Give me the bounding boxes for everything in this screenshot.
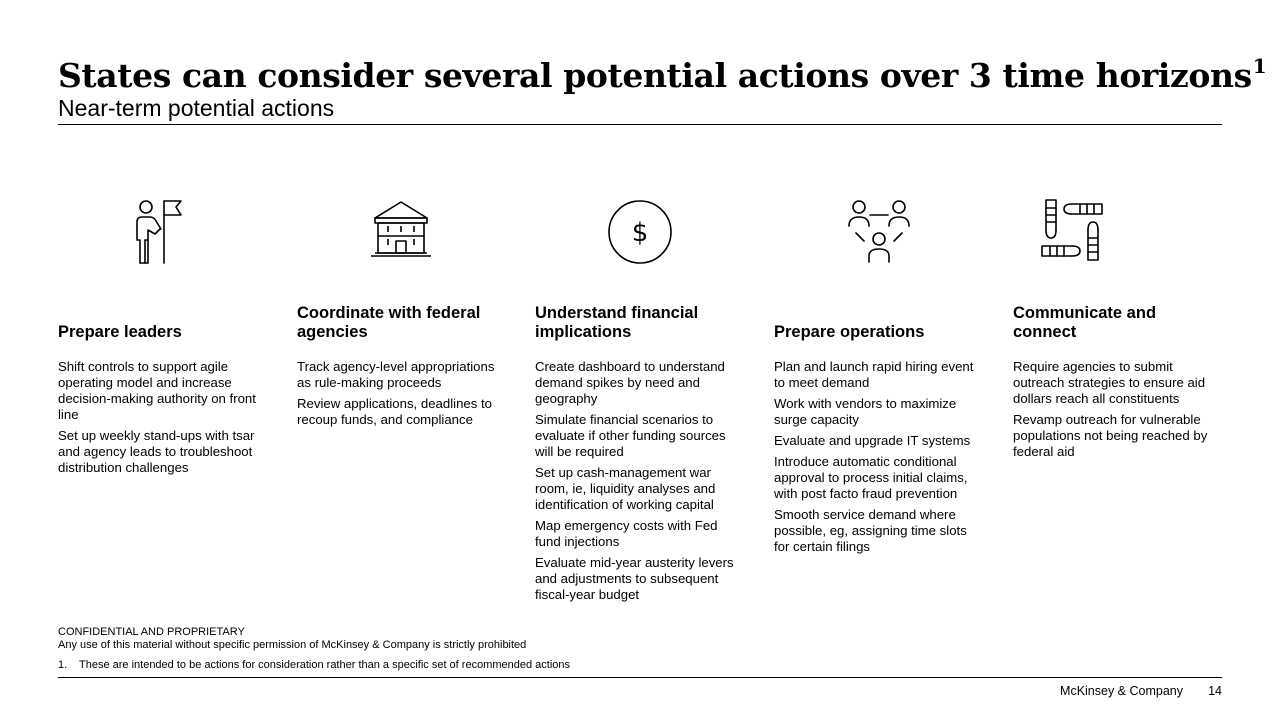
column-heading: Communicate and connect: [1013, 304, 1157, 341]
action-item: Revamp outreach for vulnerable populations not being reached by federal aid: [1013, 412, 1208, 459]
brand-name: McKinsey & Company: [1060, 684, 1183, 698]
action-list: [297, 359, 507, 433]
confidential-label: CONFIDENTIAL AND PROPRIETARY: [58, 626, 245, 638]
title-footnote-marker: 1: [1252, 54, 1267, 78]
footnote-number: 1.: [58, 659, 68, 671]
page-title: [58, 54, 1266, 95]
action-item: Review applications, deadlines to recoup funds, and compliance: [297, 396, 492, 427]
interlocking-hands-icon: [1032, 190, 1112, 270]
action-item: Shift controls to support agile operating model and increase decision-making authority on front line: [58, 359, 256, 422]
column-heading: Prepare operations: [774, 323, 925, 341]
action-item: Plan and launch rapid hiring event to meet demand: [774, 359, 974, 390]
action-list: [535, 359, 745, 608]
dollar-symbol: $: [631, 218, 649, 248]
page-subtitle: Near-term potential actions: [58, 95, 335, 121]
action-item: Work with vendors to maximize surge capacity: [774, 396, 957, 427]
column-heading: Coordinate with federal agencies: [297, 304, 481, 341]
footnote-text: These are intended to be actions for consideration rather than a specific set of recommended actions: [79, 659, 571, 671]
footer-divider: [58, 677, 1222, 678]
action-item: Set up weekly stand-ups with tsar and agency leads to troubleshoot distribution challenges: [58, 428, 255, 475]
footnote: [58, 659, 570, 672]
action-item: Evaluate and upgrade IT systems: [774, 433, 971, 448]
team-network-icon: [839, 190, 919, 270]
disclaimer-text: Any use of this material without specific permission of McKinsey & Company is strictly prohibited: [58, 639, 527, 651]
page-number: 14: [1208, 684, 1222, 698]
action-list: [774, 359, 984, 560]
action-list: [58, 359, 268, 481]
action-item: Evaluate mid-year austerity levers and adjustments to subsequent fiscal-year budget: [535, 555, 734, 602]
header-divider: [58, 124, 1222, 125]
title-text: States can consider several potential actions over 3 time horizons: [58, 56, 1252, 95]
action-item: Smooth service demand where possible, eg, assigning time slots for certain filings: [774, 507, 967, 554]
action-item: Require agencies to submit outreach strategies to ensure aid dollars reach all constituents: [1013, 359, 1206, 406]
column-heading: Understand financial implications: [535, 304, 699, 341]
action-item: Set up cash-management war room, ie, liquidity analyses and identification of working capital: [535, 465, 716, 512]
column-heading: Prepare leaders: [58, 323, 182, 341]
government-building-icon: [361, 190, 441, 270]
action-item: Track agency-level appropriations as rule-making proceeds: [297, 359, 495, 390]
action-item: Create dashboard to understand demand spikes by need and geography: [535, 359, 725, 406]
dollar-circle-icon: [600, 190, 680, 270]
action-item: Introduce automatic conditional approval to process initial claims, with post facto fraud prevention: [774, 454, 968, 501]
action-item: Simulate financial scenarios to evaluate if other funding sources will be required: [535, 412, 726, 459]
action-list: [1013, 359, 1223, 465]
person-with-flag-icon: [127, 190, 207, 270]
action-item: Map emergency costs with Fed fund injections: [535, 518, 718, 549]
